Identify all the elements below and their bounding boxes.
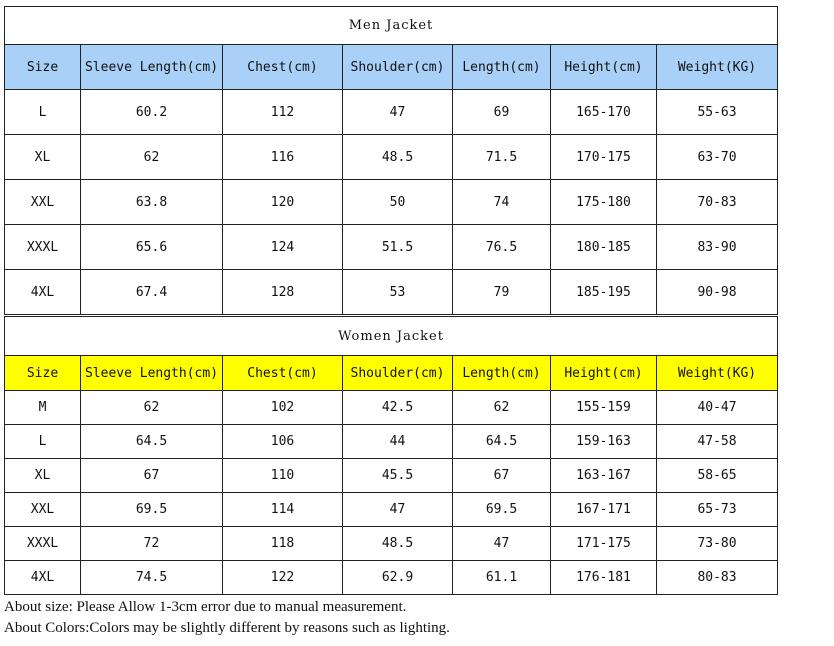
table-cell: 114 bbox=[223, 493, 343, 527]
table-cell: 90-98 bbox=[657, 270, 778, 315]
table-cell: XXXL bbox=[5, 527, 81, 561]
table-cell: 80-83 bbox=[657, 561, 778, 595]
note-colors: About Colors:Colors may be slightly different by reasons such as lighting. bbox=[4, 620, 450, 636]
table-cell: 62.9 bbox=[343, 561, 453, 595]
column-header: Weight(KG) bbox=[657, 356, 778, 391]
table-cell: 45.5 bbox=[343, 459, 453, 493]
column-header: Chest(cm) bbox=[223, 356, 343, 391]
table-cell: 167-171 bbox=[551, 493, 657, 527]
women-table-body bbox=[5, 317, 778, 595]
table-cell: 44 bbox=[343, 425, 453, 459]
table-cell: 64.5 bbox=[453, 425, 551, 459]
table-cell: 42.5 bbox=[343, 391, 453, 425]
column-header: Length(cm) bbox=[453, 45, 551, 90]
table-cell: 171-175 bbox=[551, 527, 657, 561]
table-cell: L bbox=[5, 425, 81, 459]
table-cell: 4XL bbox=[5, 270, 81, 315]
table-row bbox=[5, 493, 778, 527]
table-cell: 58-65 bbox=[657, 459, 778, 493]
table-row bbox=[5, 425, 778, 459]
table-cell: 65.6 bbox=[81, 225, 223, 270]
table-cell: 120 bbox=[223, 180, 343, 225]
table-cell: 47 bbox=[343, 90, 453, 135]
table-row bbox=[5, 90, 778, 135]
table-cell: 175-180 bbox=[551, 180, 657, 225]
table-cell: XXL bbox=[5, 180, 81, 225]
table-cell: 64.5 bbox=[81, 425, 223, 459]
table-cell: 61.1 bbox=[453, 561, 551, 595]
column-header: Size bbox=[5, 356, 81, 391]
column-header: Height(cm) bbox=[551, 45, 657, 90]
table-cell: 165-170 bbox=[551, 90, 657, 135]
table-cell: 62 bbox=[81, 135, 223, 180]
table-cell: 67 bbox=[453, 459, 551, 493]
men-title-row bbox=[5, 7, 778, 45]
table-cell: XXL bbox=[5, 493, 81, 527]
table-cell: L bbox=[5, 90, 81, 135]
table-row bbox=[5, 180, 778, 225]
table-cell: 112 bbox=[223, 90, 343, 135]
table-cell: 83-90 bbox=[657, 225, 778, 270]
table-cell: 40-47 bbox=[657, 391, 778, 425]
column-header: Sleeve Length(cm) bbox=[81, 45, 223, 90]
table-row bbox=[5, 135, 778, 180]
table-cell: 47 bbox=[343, 493, 453, 527]
column-header: Size bbox=[5, 45, 81, 90]
table-cell: 73-80 bbox=[657, 527, 778, 561]
table-cell: 176-181 bbox=[551, 561, 657, 595]
table-cell: 74.5 bbox=[81, 561, 223, 595]
table-cell: 63.8 bbox=[81, 180, 223, 225]
table-row bbox=[5, 561, 778, 595]
table-cell: 51.5 bbox=[343, 225, 453, 270]
table-cell: 4XL bbox=[5, 561, 81, 595]
table-cell: 67 bbox=[81, 459, 223, 493]
table-cell: 106 bbox=[223, 425, 343, 459]
note-size: About size: Please Allow 1-3cm error due to manual measurement. bbox=[4, 599, 407, 615]
table-cell: 110 bbox=[223, 459, 343, 493]
table-cell: 102 bbox=[223, 391, 343, 425]
table-row bbox=[5, 527, 778, 561]
table-cell: 79 bbox=[453, 270, 551, 315]
table-row bbox=[5, 391, 778, 425]
table-cell: 63-70 bbox=[657, 135, 778, 180]
table-cell: 50 bbox=[343, 180, 453, 225]
table-cell: 60.2 bbox=[81, 90, 223, 135]
notes bbox=[4, 597, 450, 639]
table-cell: 170-175 bbox=[551, 135, 657, 180]
table-cell: 70-83 bbox=[657, 180, 778, 225]
table-cell: 47-58 bbox=[657, 425, 778, 459]
table-cell: 71.5 bbox=[453, 135, 551, 180]
table-cell: 48.5 bbox=[343, 135, 453, 180]
table-cell: 124 bbox=[223, 225, 343, 270]
table-row bbox=[5, 459, 778, 493]
men-jacket-table bbox=[4, 6, 778, 315]
table-cell: 53 bbox=[343, 270, 453, 315]
table-cell: XXXL bbox=[5, 225, 81, 270]
table-cell: 69.5 bbox=[453, 493, 551, 527]
table-cell: 128 bbox=[223, 270, 343, 315]
women-title-row bbox=[5, 317, 778, 356]
table-cell: 155-159 bbox=[551, 391, 657, 425]
table-cell: 163-167 bbox=[551, 459, 657, 493]
men-table-body bbox=[5, 7, 778, 315]
table-cell: 118 bbox=[223, 527, 343, 561]
column-header: Shoulder(cm) bbox=[343, 356, 453, 391]
table-cell: 65-73 bbox=[657, 493, 778, 527]
women-table-title: Women Jacket bbox=[5, 317, 778, 356]
table-cell: 180-185 bbox=[551, 225, 657, 270]
column-header: Height(cm) bbox=[551, 356, 657, 391]
table-cell: 69.5 bbox=[81, 493, 223, 527]
column-header: Sleeve Length(cm) bbox=[81, 356, 223, 391]
table-cell: 185-195 bbox=[551, 270, 657, 315]
table-cell: 72 bbox=[81, 527, 223, 561]
table-row bbox=[5, 225, 778, 270]
table-cell: 67.4 bbox=[81, 270, 223, 315]
column-header: Weight(KG) bbox=[657, 45, 778, 90]
men-header-row bbox=[5, 45, 778, 90]
table-cell: 48.5 bbox=[343, 527, 453, 561]
table-cell: 76.5 bbox=[453, 225, 551, 270]
table-cell: 116 bbox=[223, 135, 343, 180]
table-cell: 55-63 bbox=[657, 90, 778, 135]
table-cell: 69 bbox=[453, 90, 551, 135]
table-cell: 62 bbox=[453, 391, 551, 425]
table-cell: 62 bbox=[81, 391, 223, 425]
table-cell: 74 bbox=[453, 180, 551, 225]
column-header: Shoulder(cm) bbox=[343, 45, 453, 90]
column-header: Length(cm) bbox=[453, 356, 551, 391]
table-cell: 159-163 bbox=[551, 425, 657, 459]
table-cell: XL bbox=[5, 135, 81, 180]
women-header-row bbox=[5, 356, 778, 391]
table-cell: M bbox=[5, 391, 81, 425]
men-table-title: Men Jacket bbox=[5, 7, 778, 45]
table-cell: XL bbox=[5, 459, 81, 493]
women-jacket-table bbox=[4, 316, 778, 595]
table-row bbox=[5, 270, 778, 315]
table-cell: 47 bbox=[453, 527, 551, 561]
column-header: Chest(cm) bbox=[223, 45, 343, 90]
table-cell: 122 bbox=[223, 561, 343, 595]
